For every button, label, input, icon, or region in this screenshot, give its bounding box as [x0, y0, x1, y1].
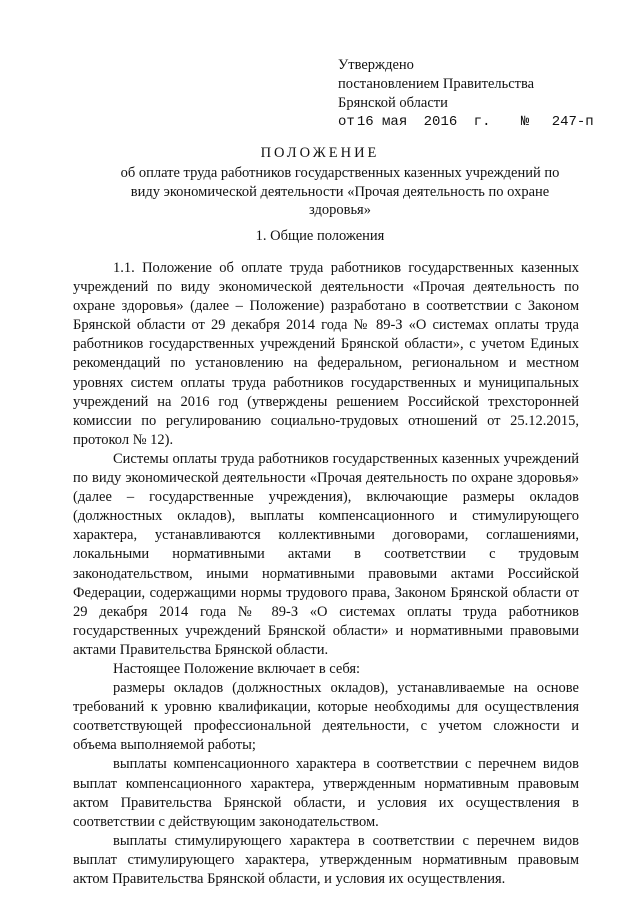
date-month: мая	[382, 114, 408, 130]
approval-line-approved: Утверждено	[338, 57, 414, 73]
document-number: 247-п	[551, 114, 594, 130]
approval-date-line	[338, 113, 628, 132]
date-year: 2016	[423, 114, 458, 130]
document-subtitle: об оплате труда работников государственных казенных учреждений по виду экономической деятельности «Прочая деятельность по охране здоровья»	[120, 165, 560, 218]
approval-line-region: Брянской области	[338, 95, 448, 111]
paragraph: размеры окладов (должностных окладов), устанавливаемые на основе требований к уровню квалификации, которые необходимы для осуществления соответствующей профессиональной деятельности, с учетом сложности и объема выполняемой работы;	[73, 680, 579, 754]
document-body	[73, 259, 579, 889]
paragraph: выплаты стимулирующего характера в соответствии с перечнем видов выплат стимулирующего характера, утвержденным нормативным правовым актом Правительства Брянской области, и условия их осуществления.	[73, 832, 579, 887]
date-suffix: г.	[473, 114, 491, 130]
approval-line-resolution: постановлением Правительства	[338, 76, 535, 92]
paragraph: 1.1. Положение об оплате труда работников государственных казенных учреждений по виду экономической деятельности «Прочая деятельность по охране здоровья» (далее – Положение) разработано в соответствии с Законом Брянской области от 29 декабря 2014 года № 89-З «О системах оплаты труда работников государственных учреждений Брянской области», с учетом Единых рекомендаций по установлению на федеральном, региональном и местном уровнях систем оплаты труда работников государственных и муниципальных учреждений на 2016 год (утверждены решением Российской трехсторонней комиссии по регулированию социально-трудовых отношений от 25.12.2015, протокол № 12).	[73, 260, 579, 448]
document-title: ПОЛОЖЕНИЕ	[260, 145, 380, 161]
approval-stamp	[338, 56, 628, 132]
number-sign: №	[520, 114, 530, 130]
paragraph: Системы оплаты труда работников государственных казенных учреждений по виду экономической деятельности «Прочая деятельность по охране здоровья» (далее – государственные учреждения), включающие размеры окладов (должностных окладов), выплаты компенсационного и стимулирующего характера, устанавливаются коллективными договорами, соглашениями, локальными нормативными актами в соответствии с трудовым законодательством, иными нормативными правовыми актами Российской Федерации, содержащими нормы трудового права, Законом Брянской области от 29 декабря 2014 года № 89-З «О системах оплаты труда работников государственных учреждений Брянской области» и нормативными правовыми актами Правительства Брянской области.	[73, 450, 579, 658]
section-heading: 1. Общие положения	[255, 228, 385, 244]
date-day: 16	[356, 114, 374, 130]
date-prefix: от	[338, 114, 355, 130]
paragraph: выплаты компенсационного характера в соответствии с перечнем видов выплат компенсационного характера, утвержденным нормативным правовым актом Правительства Брянской области, и условия их осуществления в соответствии с действующим законодательством.	[73, 756, 579, 830]
paragraph: Настоящее Положение включает в себя:	[113, 660, 361, 677]
